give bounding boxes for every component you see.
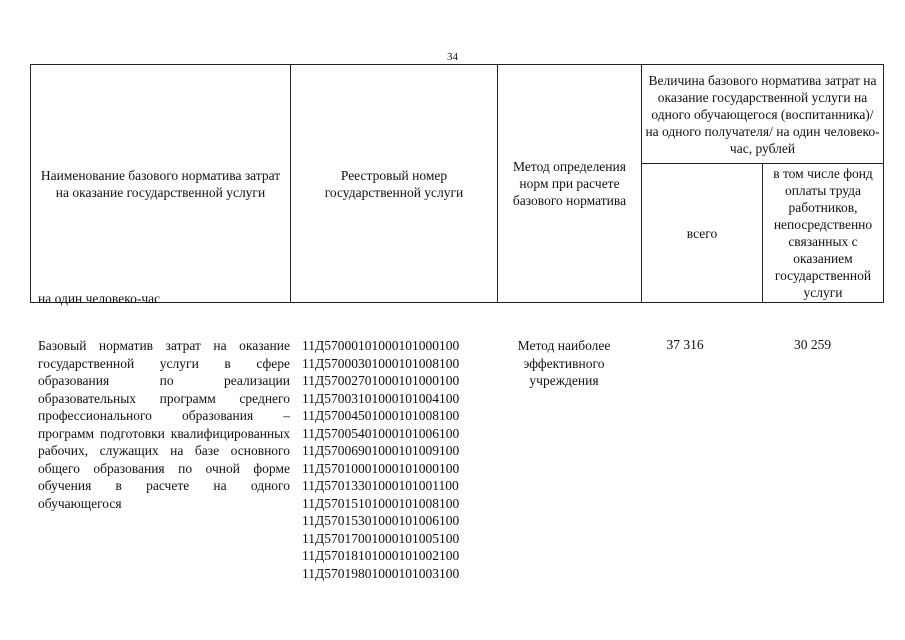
registry-number: 11Д57000101000101000100 (302, 338, 460, 353)
registry-number: 11Д57010001000101000100 (302, 460, 460, 476)
registry-number: 11Д57000301000101008100 (302, 355, 460, 371)
header-value-group: Величина базового норматива затрат на оказание государственной услуги на одного обучающегося (воспитанника)/ на одного получателя/ на один человеко-час, рублей (642, 65, 884, 164)
header-method-column: Метод определения норм при расчете базового норматива (498, 65, 642, 303)
header-name-column: Наименование базового норматива затрат на оказание государственной услуги (31, 65, 291, 303)
row-total-value: 37 316 (666, 337, 704, 352)
continuation-text: на один человеко-час (38, 291, 161, 306)
row-fund-value: 30 259 (793, 337, 832, 352)
registry-number: 11Д57006901000101009100 (302, 443, 460, 458)
registry-number: 11Д57019801000101003100 (302, 565, 460, 581)
registry-number: 11Д57003101000101004100 (302, 390, 460, 406)
header-registry-column: Реестровый номер государственной услуги (291, 65, 498, 303)
registry-number: 11Д57004501000101008100 (302, 408, 460, 423)
registry-number: 11Д57015301000101006100 (302, 513, 460, 528)
row-method: Метод наиболее эффективного учреждения (517, 338, 611, 388)
registry-number: 11Д57015101000101008100 (302, 495, 460, 511)
header-fund-column: в том числе фонд оплаты труда работников, непосредственно связанных с оказанием государственной услуги (763, 164, 884, 303)
header-total-column: всего (642, 164, 763, 303)
row-registry-numbers (302, 337, 492, 582)
page-number: 34 (447, 51, 458, 63)
registry-number: 11Д57013301000101001100 (302, 478, 459, 493)
registry-number: 11Д57018101000101002100 (302, 548, 460, 563)
registry-number: 11Д57005401000101006100 (302, 425, 460, 441)
registry-number: 11Д57017001000101005100 (302, 530, 460, 546)
row-service-name: Базовый норматив затрат на оказание государственной услуги в сфере образования по реализации образовательных программ среднего профессионального образования – программ подготовки квалифицированных рабочих, служащих на базе основного общего образования по очной форме обучения в расчете на одного обучающегося (38, 338, 290, 511)
table-header (30, 64, 884, 303)
registry-number: 11Д57002701000101000100 (302, 373, 460, 388)
